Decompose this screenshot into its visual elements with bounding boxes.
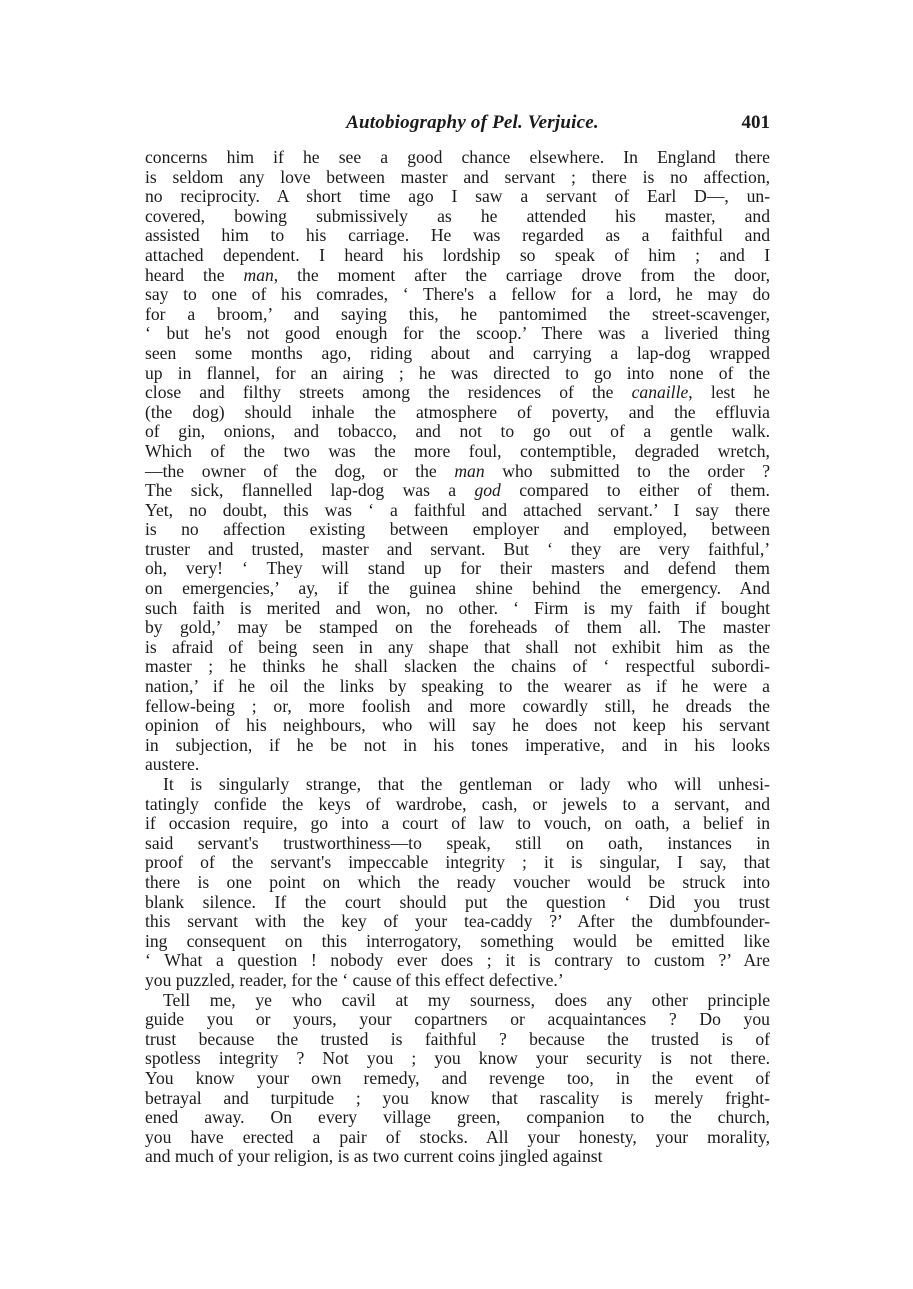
text-line: proof of the servant's impeccable integrity ; it is singular, I say, that: [145, 852, 770, 873]
text-line: say to one of his comrades, ‘ There's a fellow for a lord, he may do: [145, 284, 771, 305]
running-head: [145, 112, 770, 138]
text-line: you have erected a pair of stocks. All your honesty, your morality,: [145, 1126, 771, 1147]
text-line: tatingly confide the keys of wardrobe, cash, or jewels to a servant, and: [145, 793, 771, 814]
text-line: of gin, onions, and tobacco, and not to go out of a gentle walk.: [145, 421, 771, 442]
text-line: Which of the two was the more foul, contemptible, degraded wretch,: [145, 440, 770, 461]
text-line: this servant with the key of your tea-caddy ?’ After the dumbfounder-: [145, 911, 770, 932]
paragraph: [145, 991, 770, 1167]
text-line: and much of your religion, is as two current coins jingled against: [145, 1146, 603, 1167]
text-line: in subjection, if he be not in his tones imperative, and in his looks: [145, 734, 771, 755]
text-line: is no affection existing between employer and employed, between: [145, 519, 771, 540]
text-line: oh, very! ‘ They will stand up for their masters and defend them: [145, 558, 770, 579]
text-line: by gold,’ may be stamped on the foreheads of them all. The master: [145, 617, 770, 638]
text-line: fellow-being ; or, more foolish and more cowardly still, he dreads the: [145, 695, 770, 716]
text-line: opinion of his neighbours, who will say he does not keep his servant: [145, 715, 770, 736]
text-line: ‘ but he's not good enough for the scoop.’ There was a liveried thing: [145, 323, 770, 344]
text-line: It is singularly strange, that the gentleman or lady who will unhesi-: [163, 774, 770, 794]
text-line: on emergencies,’ ay, if the guinea shine behind the emergency. And: [145, 578, 770, 599]
text-line: betrayal and turpitude ; you know that rascality is merely fright-: [145, 1087, 771, 1108]
text-line: for a broom,’ and saying this, he pantomimed the street-scavenger,: [145, 303, 771, 324]
paragraph: [145, 148, 770, 775]
text-line: ing consequent on this interrogatory, something would be emitted like: [145, 930, 770, 951]
text-line: assisted him to his carriage. He was regarded as a faithful and: [145, 225, 771, 246]
text-line: ened away. On every village green, companion to the church,: [145, 1107, 770, 1128]
text-line: spotless integrity ? Not you ; you know your security is not there.: [145, 1048, 771, 1069]
text-line: no reciprocity. A short time ago I saw a servant of Earl D—, un-: [145, 186, 771, 207]
running-title: Autobiography of Pel. Verjuice.: [346, 112, 599, 133]
text-line: there is one point on which the ready voucher would be struck into: [145, 871, 771, 892]
text-line: (the dog) should inhale the atmosphere of poverty, and the effluvia: [145, 401, 770, 422]
text-line: guide you or yours, your copartners or acquaintances ? Do you: [145, 1009, 770, 1030]
text-line: master ; he thinks he shall slacken the chains of ‘ respectful subordi-: [145, 656, 770, 677]
text-line: trust because the trusted is faithful ? because the trusted is of: [145, 1028, 770, 1049]
text-line: Yet, no doubt, this was ‘ a faithful and attached servant.’ I say there: [145, 499, 771, 520]
text-line: Tell me, ye who cavil at my sourness, does any other principle: [163, 989, 771, 1010]
text-line: covered, bowing submissively as he attended his master, and: [145, 205, 771, 226]
body-text: [145, 148, 770, 1167]
page-number: 401: [741, 112, 770, 133]
text-line: —the owner of the dog, or the man who submitted to the order ?: [145, 460, 771, 481]
text-line: You know your own remedy, and revenge too, in the event of: [145, 1067, 771, 1088]
text-line: blank silence. If the court should put the question ‘ Did you trust: [145, 891, 770, 912]
text-line: is seldom any love between master and servant ; there is no affection,: [145, 166, 771, 187]
paragraph: [145, 775, 770, 991]
text-line: heard the man, the moment after the carriage drove from the door,: [145, 264, 771, 285]
text-line: truster and trusted, master and servant. But ‘ they are very faithful,’: [145, 538, 771, 559]
text-line: austere.: [145, 754, 200, 775]
text-line: The sick, flannelled lap-dog was a god compared to either of them.: [145, 480, 770, 501]
text-line: concerns him if he see a good chance elsewhere. In England there: [145, 147, 770, 167]
text-line: such faith is merited and won, no other. ‘ Firm is my faith if bought: [145, 597, 770, 618]
document-page: [145, 112, 770, 1167]
text-line: if occasion require, go into a court of law to vouch, on oath, a belief in: [145, 813, 771, 834]
text-line: seen some months ago, riding about and carrying a lap-dog wrapped: [145, 342, 770, 363]
text-line: ‘ What a question ! nobody ever does ; it is contrary to custom ?’ Are: [145, 950, 770, 971]
text-line: close and filthy streets among the residences of the canaille, lest he: [145, 382, 770, 403]
text-line: attached dependent. I heard his lordship so speak of him ; and I: [145, 244, 771, 265]
text-line: nation,’ if he oil the links by speaking to the wearer as if he were a: [145, 676, 770, 697]
text-line: up in flannel, for an airing ; he was directed to go into none of the: [145, 362, 771, 383]
text-line: is afraid of being seen in any shape that shall not exhibit him as the: [145, 636, 770, 657]
text-line: you puzzled, reader, for the ‘ cause of this effect defective.’: [145, 969, 564, 990]
text-line: said servant's trustworthiness—to speak, still on oath, instances in: [145, 832, 770, 853]
